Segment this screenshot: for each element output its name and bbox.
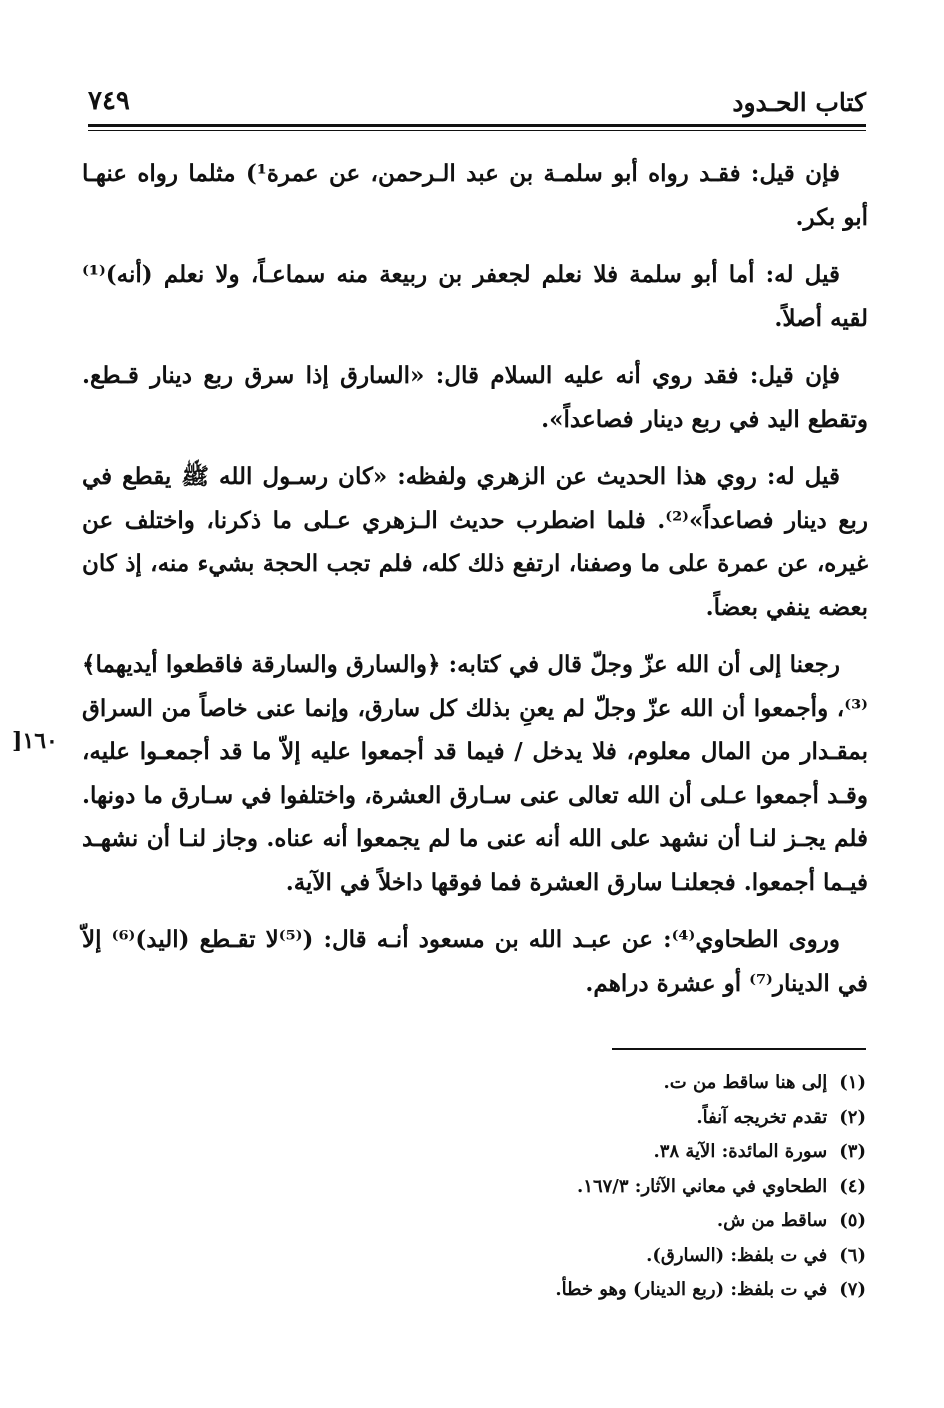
footnote <box>380 1135 866 1170</box>
footnote <box>380 1101 866 1136</box>
paragraph-2: قيل له: أما أبو سلمة فلا نعلم لجعفر بن ربيعة منه سماعـاً، ولا نعلم (أنه)⁽¹⁾ لقيه أصلاً. <box>82 261 868 332</box>
footnote-separator <box>612 1048 866 1050</box>
footnote <box>380 1239 866 1274</box>
footnote <box>380 1273 866 1308</box>
footnotes <box>380 1066 866 1308</box>
book-title: كتاب الحـدود <box>732 88 866 117</box>
footnote-text: في ت بلفظ: (ربع الدينار) وهو خطأ. <box>555 1279 828 1300</box>
footnote-text: ساقط من ش. <box>716 1210 828 1231</box>
footnote <box>380 1170 866 1205</box>
footnote-number: (٤) <box>839 1175 866 1197</box>
footnote-text: تقدم تخريجه آنفاً. <box>696 1106 828 1128</box>
paragraph-6: وروى الطحاوي⁽⁴⁾: عن عبـد الله بن مسعود أنـه قال: (⁽⁵⁾لا تقـطع (اليد)⁽⁶⁾ إلاّ في الدينار⁽⁷⁾ أو عشرة دراهم. <box>82 926 868 997</box>
footnote-number: (٥) <box>839 1210 866 1231</box>
footnote <box>380 1066 866 1101</box>
footnote-text: في ت بلفظ: (السارق). <box>646 1244 828 1266</box>
main-text <box>82 152 868 1019</box>
footnote-number: (٦) <box>839 1244 866 1266</box>
page-header <box>88 82 866 122</box>
paragraph-4: قيل له: روي هذا الحديث عن الزهري ولفظه: «كان رسـول الله ﷺ يقطع في ربع دينار فصاعداً»⁽²⁾. فلما اضطرب حديث الـزهري عـلى ما ذكرنا، واختلف عن غيره، عن عمرة على ما وصفنا، ارتفع ذلك كله، فلم تجب الحجة بشيء منه، إذ كان بعضه ينفي بعضاً. <box>82 463 868 621</box>
footnote-number: (١) <box>839 1072 866 1093</box>
paragraph-3: فإن قيل: فقد روي أنه عليه السلام قال: «السارق إذا سرق ربع دينار قـطع. وتقطع اليد في ربع دينار فصاعداً». <box>82 362 868 433</box>
footnote-number: (٧) <box>839 1279 866 1300</box>
footnote-text: إلى هنا ساقط من ت. <box>663 1072 828 1093</box>
footnote-text: سورة المائدة: الآية ٣٨. <box>653 1141 828 1162</box>
paragraph-5: رجعنا إلى أن الله عزّ وجلّ قال في كتابه: ﴿والسارق والسارقة فاقطعوا أيديهما﴾⁽³⁾، وأجمعوا أن الله عزّ وجلّ لم يعنِ بذلك كل سارق، وإنما عنى خاصاً من السراق بمقـدار من المال معلوم، فلا يدخل / فيما قد أجمعوا عليه إلاّ ما قد أجمعـوا عليه، وقـد أجمعوا عـلى أن الله تعالى عنى سـارق العشرة، واختلفوا في سـارق ما دونها. فلم يجـز لنـا أن نشهد على الله أنه عنى ما لم يجمعوا أنه عناه. وجاز لنـا أن نشهـد فيـما أجمعوا. فجعلنـا سارق العشرة فما فوقها داخلاً في الآية. <box>82 651 868 896</box>
footnote-text: الطحاوي في معاني الآثار: ١٦٧/٣. <box>577 1175 828 1197</box>
page-number: ٧٤٩ <box>88 86 130 116</box>
header-rule <box>88 124 866 127</box>
margin-page-reference: ١٦٠[ <box>12 728 58 754</box>
footnote-number: (٢) <box>839 1106 866 1128</box>
header-rule-thin <box>88 130 866 131</box>
footnote-number: (٣) <box>839 1141 866 1162</box>
paragraph-1: فإن قيل: فقـد رواه أبو سلمـة بن عبد الـرحمن، عن عمرة¹) مثلما رواه عنهـا أبو بكر. <box>82 160 868 231</box>
footnote <box>380 1204 866 1239</box>
